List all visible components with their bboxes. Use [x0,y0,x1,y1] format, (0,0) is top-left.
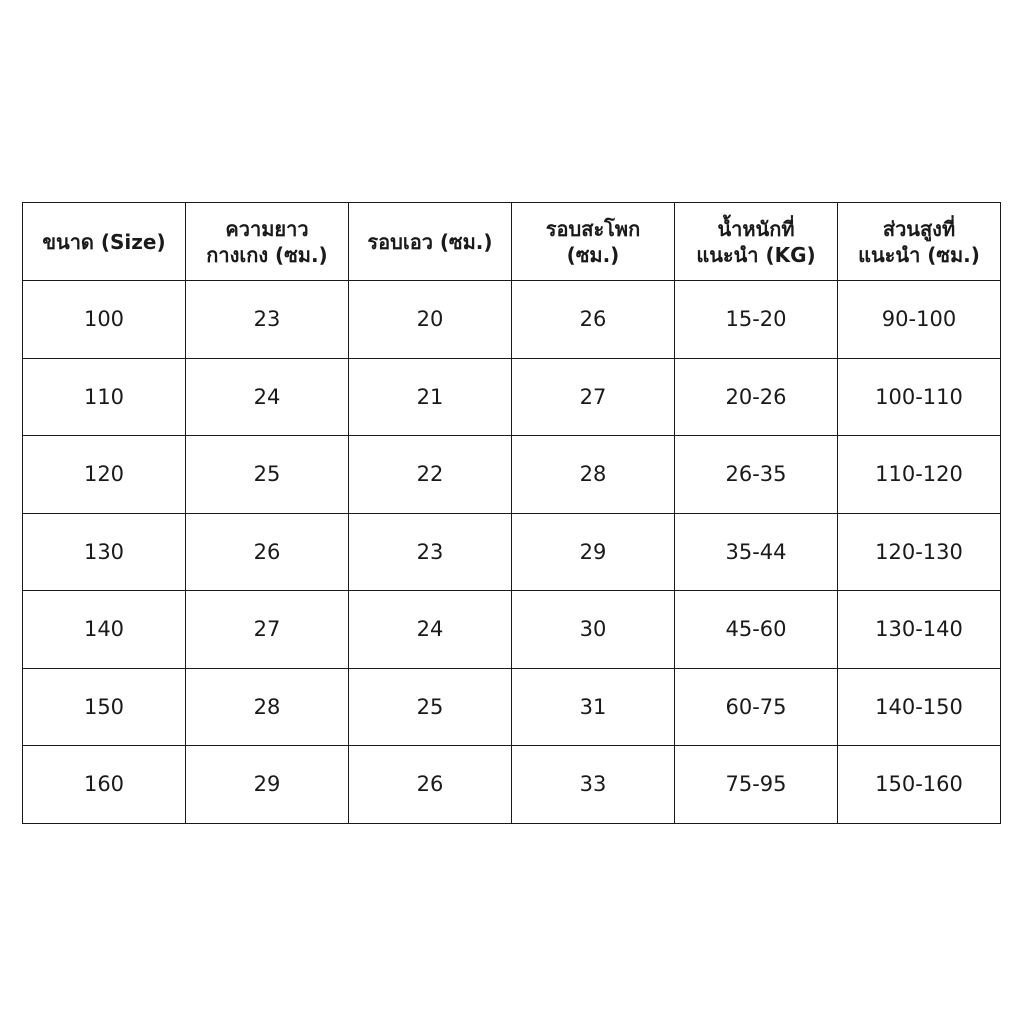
cell-height: 150-160 [838,746,1001,824]
cell-weight: 15-20 [675,281,838,359]
table-row [23,281,1001,359]
cell-pants-length: 25 [186,436,349,514]
cell-pants-length: 26 [186,513,349,591]
cell-size: 160 [23,746,186,824]
cell-height: 120-130 [838,513,1001,591]
header-hip: รอบสะโพก (ซม.) [512,203,675,281]
cell-waist: 20 [349,281,512,359]
cell-hip: 28 [512,436,675,514]
cell-waist: 22 [349,436,512,514]
cell-pants-length: 28 [186,668,349,746]
header-pants-length: ความยาว กางเกง (ซม.) [186,203,349,281]
cell-hip: 29 [512,513,675,591]
cell-pants-length: 29 [186,746,349,824]
table-row [23,358,1001,436]
cell-waist: 23 [349,513,512,591]
cell-waist: 25 [349,668,512,746]
header-row [23,203,1001,281]
table-row [23,746,1001,824]
cell-pants-length: 24 [186,358,349,436]
cell-size: 120 [23,436,186,514]
cell-height: 140-150 [838,668,1001,746]
cell-size: 150 [23,668,186,746]
header-recommended-weight: น้ำหนักที่ แนะนำ (KG) [675,203,838,281]
cell-hip: 31 [512,668,675,746]
cell-size: 100 [23,281,186,359]
cell-weight: 26-35 [675,436,838,514]
cell-hip: 27 [512,358,675,436]
cell-pants-length: 23 [186,281,349,359]
cell-hip: 30 [512,591,675,669]
cell-weight: 75-95 [675,746,838,824]
cell-size: 130 [23,513,186,591]
table-header [23,203,1001,281]
cell-weight: 20-26 [675,358,838,436]
cell-height: 90-100 [838,281,1001,359]
header-size: ขนาด (Size) [23,203,186,281]
table-body [23,281,1001,824]
cell-waist: 24 [349,591,512,669]
cell-waist: 21 [349,358,512,436]
size-chart-table [22,202,1001,824]
table-row [23,436,1001,514]
cell-size: 140 [23,591,186,669]
cell-waist: 26 [349,746,512,824]
header-recommended-height: ส่วนสูงที่ แนะนำ (ซม.) [838,203,1001,281]
cell-height: 130-140 [838,591,1001,669]
header-waist: รอบเอว (ซม.) [349,203,512,281]
cell-size: 110 [23,358,186,436]
cell-weight: 45-60 [675,591,838,669]
cell-weight: 35-44 [675,513,838,591]
cell-weight: 60-75 [675,668,838,746]
cell-pants-length: 27 [186,591,349,669]
cell-height: 110-120 [838,436,1001,514]
table-row [23,668,1001,746]
table-row [23,513,1001,591]
table-row [23,591,1001,669]
cell-height: 100-110 [838,358,1001,436]
cell-hip: 33 [512,746,675,824]
cell-hip: 26 [512,281,675,359]
